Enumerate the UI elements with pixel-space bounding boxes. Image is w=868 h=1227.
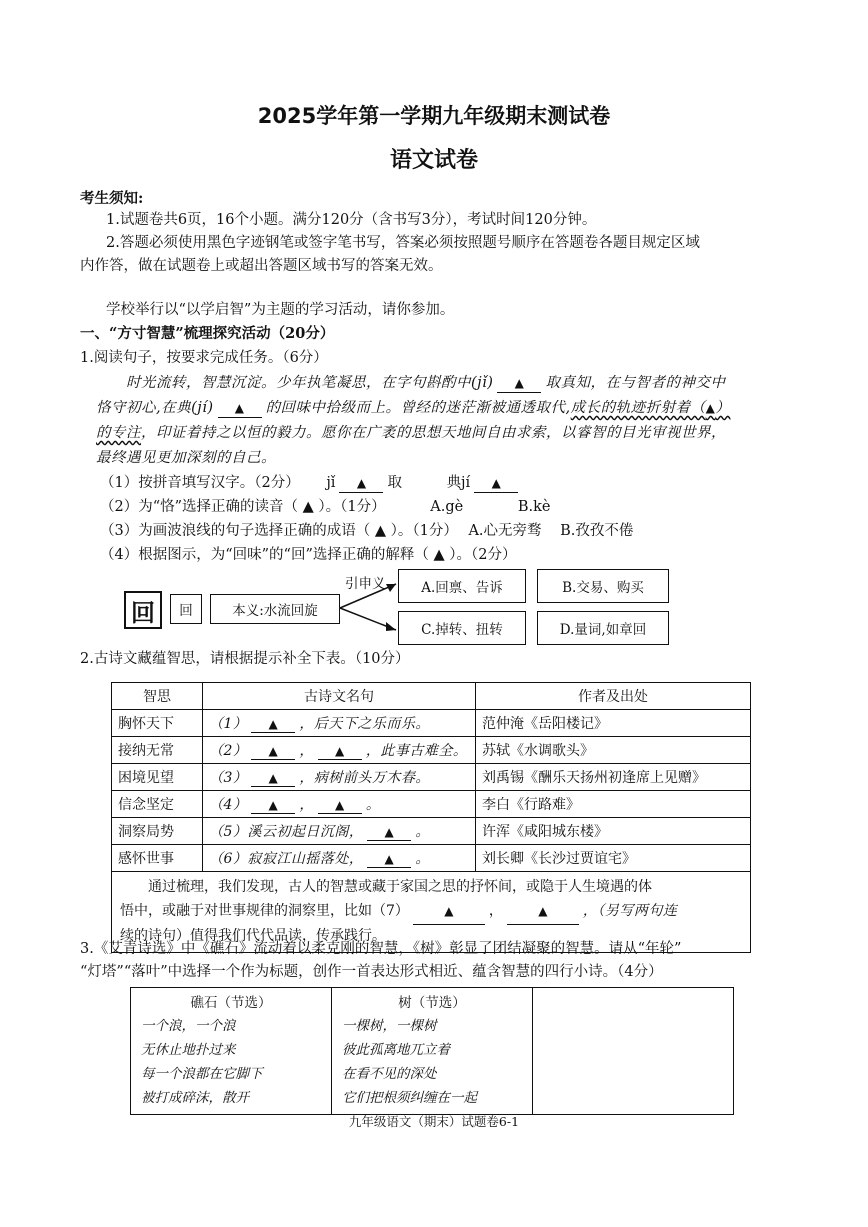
- option-a[interactable]: A.心无旁骛: [468, 523, 542, 539]
- row-line-text: ，此事古难全。: [365, 743, 468, 759]
- answer-blank[interactable]: [507, 900, 579, 925]
- row-line-text: ，病树前头万木春。: [299, 770, 430, 786]
- row-number: （3）: [209, 770, 248, 786]
- option-d[interactable]: D.量词,如章回: [559, 622, 647, 638]
- row-theme: 信念坚定: [112, 791, 203, 818]
- poem-1-line: 每一个浪都在它脚下: [141, 1066, 263, 1082]
- question-1-stem: 1.阅读句子，按要求完成任务。（6分）: [80, 350, 328, 366]
- section-1-heading: 一、“方寸智慧”梳理探究活动（20分）: [80, 325, 335, 342]
- exam-subtitle: 语文试卷: [389, 148, 478, 173]
- pinyin-1-suffix: 取: [387, 475, 402, 491]
- triangle-marker: ▲: [514, 376, 525, 390]
- row-source: 刘禹锡《酬乐天扬州初逢席上见赠》: [476, 764, 751, 791]
- passage-text: ）: [715, 400, 731, 416]
- answer-blank[interactable]: [251, 743, 295, 760]
- table-row: [112, 818, 751, 845]
- pinyin-1: jǐ: [326, 475, 336, 491]
- poem-1-title: 礁石（节选）: [190, 995, 272, 1011]
- triangle-marker: ▲: [335, 798, 345, 812]
- extended-meaning-label: 引申义: [345, 576, 386, 592]
- summary-text: 悟中，或融于对世事规律的洞察里，比如（7）: [120, 902, 409, 919]
- activity-intro: 学校举行以“以学启智”为主题的学习活动，请你参加。: [106, 302, 455, 318]
- poem-1-line: 无休止地扑过来: [141, 1042, 236, 1058]
- row-source: 苏轼《水调歌头》: [476, 737, 751, 764]
- original-meaning-box: [210, 594, 340, 624]
- question-2-stem: 2.古诗文藏蕴智思，请根据提示补全下表。（10分）: [80, 651, 410, 667]
- row-line: [203, 710, 476, 737]
- sub-question-text: （1）按拼音填写汉字。（2分）: [100, 475, 300, 491]
- summary-line-1: 通过梳理，我们发现，古人的智慧或藏于家国之思的抒怀间，或隐于人生境遇的体: [148, 879, 652, 895]
- ancient-glyph: 回: [131, 597, 155, 627]
- passage-text: ，印证着持之以恒的毅力。愿你在广袤的思想天地间自由求索，以睿智的目光审视世界，: [141, 425, 726, 441]
- option-b[interactable]: B.孜孜不倦: [560, 523, 634, 539]
- option-c-box: [398, 611, 526, 645]
- table-row: [112, 710, 751, 737]
- answer-blank[interactable]: [367, 851, 411, 868]
- header-source: 作者及出处: [476, 683, 751, 710]
- passage-text: 时光流转，智慧沉淀。少年执笔凝思，在字句斟酌中(jǐ): [126, 375, 494, 391]
- answer-blank[interactable]: [318, 797, 362, 814]
- row-line: [203, 818, 476, 845]
- summary-line-2: 悟中，或融于对世事规律的洞察里，比如（7） ▲ ， ▲ ，（另写两句连: [120, 900, 742, 925]
- notice-item-2a: 2.答题必须使用黑色字迹钢笔或签字笔书写，答案必须按照题号顺序在答题卷各题目规定区域: [106, 235, 700, 251]
- poetry-table: [111, 682, 751, 953]
- row-number: （2）: [209, 743, 248, 759]
- q1-sub-4: （4）根据图示，为“回味”的“回”选择正确的解释（ ▲ ）。（2分）: [100, 547, 517, 563]
- row-number: （1）: [209, 716, 248, 732]
- answer-blank[interactable]: [251, 770, 295, 787]
- poem-2-line: 它们把根须纠缠在一起: [342, 1090, 477, 1106]
- triangle-marker: ▲: [268, 771, 279, 785]
- table-row: [112, 737, 751, 764]
- triangle-marker: ▲: [384, 852, 395, 866]
- triangle-marker: ▲: [538, 903, 548, 918]
- option-b[interactable]: B.kè: [517, 499, 551, 515]
- triangle-marker: ▲: [234, 401, 245, 415]
- character: 回: [179, 603, 193, 619]
- row-line: [203, 764, 476, 791]
- row-line: （4） ▲ ， ▲ 。: [203, 791, 476, 818]
- row-source: 刘长卿《长沙过贾谊宅》: [476, 845, 751, 872]
- option-a[interactable]: A.回禀、告诉: [421, 580, 503, 596]
- poem-2-cell: [332, 988, 533, 1115]
- page-footer: 九年级语文（期末）试题卷6-1: [348, 1114, 520, 1129]
- triangle-marker: ▲: [384, 825, 395, 839]
- poem-table: [130, 987, 734, 1115]
- poem-1-cell: [131, 988, 332, 1115]
- triangle-marker: ▲: [444, 903, 454, 918]
- row-theme: 感怀世事: [112, 845, 203, 872]
- notice-heading: 考生须知:: [80, 190, 144, 207]
- character-box: [170, 594, 202, 624]
- notice-item-2b: 内作答，做在试题卷上或超出答题区域书写的答案无效。: [80, 258, 443, 274]
- row-source: 范仲淹《岳阳楼记》: [476, 710, 751, 737]
- answer-poem-cell[interactable]: [533, 988, 734, 1115]
- poem-2-line: 一棵树，一棵树: [342, 1018, 437, 1034]
- summary-line-3: 续的诗句）值得我们代代品读，传承践行。: [120, 927, 386, 944]
- wavy-underlined-end: 的专注: [96, 425, 141, 441]
- row-line: （2） ▲ ， ▲ ，此事古难全。: [203, 737, 476, 764]
- row-theme: 胸怀天下: [112, 710, 203, 737]
- poem-2-title: 树（节选）: [398, 995, 466, 1011]
- row-source: 李白《行路难》: [476, 791, 751, 818]
- poem-1-line: 被打成碎沫，散开: [141, 1090, 249, 1106]
- summary-text: ，（另写两句连: [582, 902, 678, 919]
- row-line-text: 。: [365, 797, 381, 813]
- triangle-marker: ▲: [268, 798, 279, 812]
- poem-1-line: 一个浪，一个浪: [141, 1018, 236, 1034]
- row-theme: 洞察局势: [112, 818, 203, 845]
- original-meaning: 本义:水流回旋: [232, 603, 318, 619]
- poem-2-line: 彼此孤离地兀立着: [342, 1042, 450, 1058]
- passage-line-4: 最终遇见更加深刻的自己。: [96, 450, 276, 466]
- triangle-marker: ▲: [335, 744, 345, 758]
- row-line-text: 。: [415, 824, 430, 840]
- triangle-marker: ▲: [491, 476, 501, 490]
- row-number: （4）: [209, 797, 248, 813]
- triangle-marker: ▲: [705, 401, 716, 415]
- header-line: 古诗文名句: [203, 683, 476, 710]
- answer-blank[interactable]: [251, 797, 295, 814]
- triangle-marker: ▲: [268, 744, 279, 758]
- triangle-marker: ▲: [268, 717, 279, 731]
- option-b[interactable]: B.交易、购买: [562, 580, 644, 596]
- row-number: （6）寂寂江山摇落处，: [209, 851, 364, 867]
- arrowhead-down: [386, 622, 396, 631]
- header-theme: 智思: [112, 683, 203, 710]
- pinyin-2: 典jí: [446, 475, 471, 491]
- sub-question-text: （3）为画波浪线的句子选择正确的成语（ ▲ ）。（1分）: [100, 523, 458, 539]
- option-a-box: [398, 569, 526, 603]
- passage-text: 的回味中拾级而上。曾经的迷茫渐被通透取代,: [265, 400, 571, 416]
- table-row: [112, 845, 751, 872]
- question-3-stem-b: “灯塔”“落叶”中选择一个作为标题，创作一首表达形式相近、蕴含智慧的四行小诗。（4分）: [80, 964, 663, 980]
- poem-2-line: 在看不见的深处: [342, 1066, 437, 1082]
- poem-row: [131, 988, 734, 1115]
- answer-blank[interactable]: [318, 743, 362, 760]
- question-3-stem-a: 3.《艾青诗选》中《礁石》流动着以柔克刚的智慧，《树》彰显了团结凝聚的智慧。请从“年轮”: [80, 941, 682, 957]
- triangle-marker: ▲: [356, 476, 367, 490]
- row-line-text: 。: [415, 851, 430, 867]
- table-row: [112, 791, 751, 818]
- option-c[interactable]: C.掉转、扭转: [421, 622, 503, 638]
- passage-text: 成长的轨迹折射着（: [570, 400, 706, 416]
- table-header-row: [112, 683, 751, 710]
- passage-text: 恪守初心,在典(jí): [96, 400, 214, 416]
- answer-blank[interactable]: [413, 900, 485, 925]
- notice-item-1: 1.试题卷共6页，16个小题。满分120分（含书写3分），考试时间120分钟。: [106, 212, 597, 228]
- passage-text: 取真知，在与智者的神交中: [545, 375, 726, 391]
- row-line-text: ，后天下之乐而乐。: [299, 716, 430, 732]
- row-theme: 困境见望: [112, 764, 203, 791]
- ancient-glyph-box: [124, 591, 162, 629]
- row-theme: 接纳无常: [112, 737, 203, 764]
- exam-title: 2025学年第一学期九年级期末测试卷: [257, 104, 611, 128]
- row-line: [203, 845, 476, 872]
- row-source: 许浑《咸阳城东楼》: [476, 818, 751, 845]
- answer-blank[interactable]: [251, 716, 295, 733]
- table-row: [112, 764, 751, 791]
- option-a[interactable]: A.gè: [430, 499, 464, 515]
- row-number: （5）溪云初起日沉阁，: [209, 824, 364, 840]
- option-d-box: [537, 611, 669, 645]
- option-b-box: [537, 569, 669, 603]
- answer-blank[interactable]: [367, 824, 411, 841]
- sub-question-text: （2）为“恪”选择正确的读音（ ▲ ）。（1分）: [100, 499, 386, 515]
